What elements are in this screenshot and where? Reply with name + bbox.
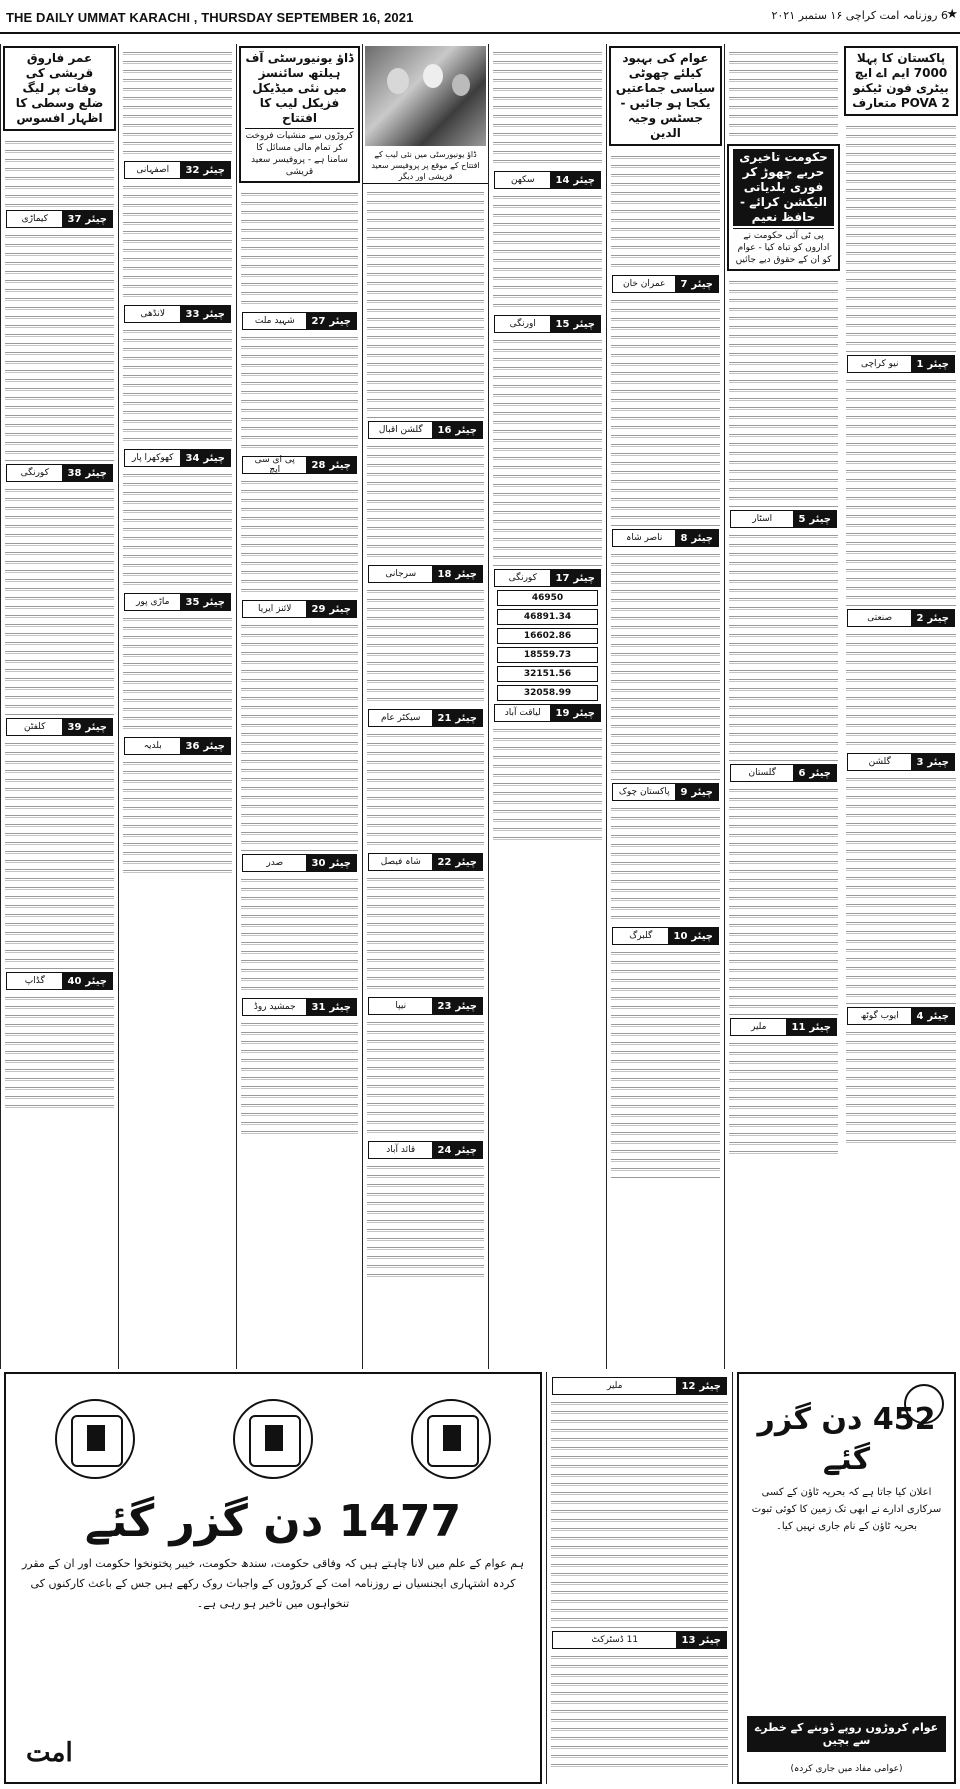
subheadline-col4: کروڑوں سے منشیات فروخت کر تمام مالی مسائل کا سامنا ہے - پروفیسر سعید قریشی <box>245 128 354 178</box>
column-g <box>118 44 236 1369</box>
ward-header <box>368 853 483 871</box>
article-text <box>611 804 720 924</box>
government-emblem-icon <box>233 1399 313 1479</box>
article-text <box>846 1028 956 1148</box>
headline-col5: عمر فاروق قریشی کی وفات پر لیگ ضلع وسطی کا اظہار افسوس <box>15 51 104 125</box>
ward-number: چیئر 12 <box>676 1378 726 1394</box>
headline-box-col1 <box>844 46 958 116</box>
headline-box-col3 <box>609 46 722 146</box>
ward-number: چیئر 27 <box>306 313 356 329</box>
article-text <box>5 993 114 1113</box>
ward-header <box>242 456 357 474</box>
ward-name: پی ای سی ایچ <box>254 455 295 475</box>
article-text <box>241 477 358 597</box>
article-text <box>241 875 358 995</box>
figure-value: 46891.34 <box>497 609 598 625</box>
ward-number: چیئر 30 <box>306 855 356 871</box>
figure-value: 16602.86 <box>497 628 598 644</box>
article-text <box>846 630 956 750</box>
column-c <box>606 44 724 1369</box>
article-text <box>551 1398 728 1628</box>
article-text <box>493 336 602 566</box>
ward-number: چیئر 39 <box>62 719 112 735</box>
article-text <box>367 730 484 850</box>
ward-name: گلبرگ <box>629 931 653 941</box>
column-left <box>0 44 118 1369</box>
ward-number: چیئر 10 <box>668 928 718 944</box>
article-text <box>5 137 114 207</box>
ward-number: چیئر 23 <box>432 998 482 1014</box>
ward-number: چیئر 15 <box>550 316 600 332</box>
ward-name: گلشن اقبال <box>378 425 423 435</box>
ward-number: چیئر 4 <box>911 1008 954 1024</box>
article-text <box>493 192 602 312</box>
headline-box-col2 <box>727 144 840 271</box>
ward-header <box>124 593 231 611</box>
ward-name: بلدیہ <box>143 741 162 751</box>
ward-number: چیئر 38 <box>62 465 112 481</box>
figure-value: 32058.99 <box>497 685 598 701</box>
column-b <box>724 44 842 1369</box>
ward-header <box>612 529 719 547</box>
article-text <box>123 182 232 302</box>
ward-header <box>730 510 837 528</box>
figure-value: 46950 <box>497 590 598 606</box>
ward-header <box>612 927 719 945</box>
article-text <box>729 785 838 1015</box>
ward-name: ایوب گوٹھ <box>860 1011 899 1021</box>
article-grid <box>0 44 960 1369</box>
ad-left-body: ہم عوام کے علم میں لانا چاہتے ہیں کہ وفاقی حکومت، سندھ حکومت، خیبر پختونخوا حکومت اور ان کے مقرر کردہ اشتہاری ایجنسیاں نے روزنامہ امت کے کروڑوں کے واجبات روک رکھے ہیں جس کے باعث کارکنوں کی تنخواہوں میں تاخیر ہو رہی ہے۔ <box>21 1557 525 1610</box>
ward-name: گلشن <box>868 757 891 767</box>
ward-header <box>124 449 231 467</box>
article-text <box>241 333 358 453</box>
ward-name: قائد آباد <box>386 1145 416 1155</box>
ward-header <box>847 609 955 627</box>
masthead-date-ur: روزنامہ امت کراچی ۱۶ ستمبر ۲۰۲۱ <box>771 9 938 22</box>
ward-name: گڈاپ <box>24 976 45 986</box>
ward-header <box>494 171 601 189</box>
article-text <box>123 326 232 446</box>
ward-name: اورنگی <box>509 319 536 329</box>
photo-caption: ڈاؤ یونیورسٹی میں نئی لیب کے افتتاح کے موقع پر پروفیسر سعید قریشی اور دیگر <box>363 148 488 184</box>
ward-number: چیئر 34 <box>180 450 230 466</box>
article-text <box>5 231 114 461</box>
ward-name: کورنگی <box>508 573 537 583</box>
subheadline-col2: پی ٹی آئی حکومت نے اداروں کو تباہ کیا - عوام کو ان کے حقوق دیے جائیں <box>733 228 834 266</box>
government-emblem-icon <box>904 1384 944 1424</box>
ward-header <box>124 737 231 755</box>
news-photo <box>365 46 486 146</box>
ward-header <box>6 972 113 990</box>
headline-box-col5 <box>3 46 116 131</box>
ward-number: چیئر 29 <box>306 601 356 617</box>
article-text <box>123 614 232 734</box>
emblem-row <box>6 1384 540 1494</box>
headline-col4: ڈاؤ یونیورسٹی آف ہیلتھ سائنسز میں نئی میڈیکل فزیکل لیب کا افتتاح <box>245 51 354 125</box>
headline-col1: پاکستان کا پہلا 7000 ایم اے ایچ بیٹری فون ٹیکنو POVA 2 متعارف <box>852 51 950 110</box>
ward-number: چیئر 5 <box>793 511 836 527</box>
ward-header <box>730 764 837 782</box>
article-text <box>367 188 484 418</box>
ward-number: چیئر 14 <box>550 172 600 188</box>
ward-name: کورنگی <box>20 468 49 478</box>
headline-col2: حکومت تاخیری حربے چھوڑ کر فوری بلدیاتی الیکشن کرائے - حافظ نعیم <box>733 149 834 226</box>
ward-header <box>730 1018 837 1036</box>
ward-name: ماڑی پور <box>136 597 170 607</box>
article-text <box>729 277 838 507</box>
column-bottom-middle <box>546 1372 733 1784</box>
advertisement-left <box>4 1372 542 1784</box>
ward-name: اسٹار <box>752 514 773 524</box>
ward-number: چیئر 35 <box>180 594 230 610</box>
ad-right-headline: 452 دن گزر گئے <box>757 1402 936 1477</box>
ward-header <box>368 997 483 1015</box>
ward-header <box>552 1631 727 1649</box>
ward-header <box>368 709 483 727</box>
ward-number: چیئر 33 <box>180 306 230 322</box>
headline-box-col4 <box>239 46 360 183</box>
figure-value: 32151.56 <box>497 666 598 682</box>
figure-value: 18559.73 <box>497 647 598 663</box>
ward-header <box>494 315 601 333</box>
article-text <box>367 874 484 994</box>
ward-number: چیئر 1 <box>911 356 954 372</box>
article-text <box>241 1019 358 1139</box>
ward-name: ملیر <box>751 1022 767 1032</box>
ward-number: چیئر 22 <box>432 854 482 870</box>
ward-name: لائنز ایریا <box>258 604 292 614</box>
photo-person <box>423 64 443 88</box>
ad-right-footer: (عوامی مفاد میں جاری کردہ) <box>790 1764 903 1774</box>
ward-number: چیئر 13 <box>676 1632 726 1648</box>
article-text <box>367 586 484 706</box>
ward-name: سرجانی <box>385 569 417 579</box>
ward-number: چیئر 16 <box>432 422 482 438</box>
article-text <box>729 531 838 761</box>
article-text <box>123 758 232 878</box>
ward-header <box>242 600 357 618</box>
article-text <box>5 485 114 715</box>
government-emblem-icon <box>411 1399 491 1479</box>
article-text <box>611 152 720 272</box>
ward-header <box>612 783 719 801</box>
ward-name: کیماڑی <box>21 214 48 224</box>
masthead <box>0 0 960 34</box>
ward-number: چیئر 40 <box>62 973 112 989</box>
ward-number: چیئر 28 <box>306 457 356 473</box>
article-text <box>241 621 358 851</box>
ward-name: پاکستان چوک <box>618 787 670 797</box>
article-text <box>241 189 358 309</box>
column-e <box>362 44 488 1369</box>
ward-number: چیئر 18 <box>432 566 482 582</box>
ward-name: اصفہانی <box>136 165 170 175</box>
ad-right-body: اعلان کیا جاتا ہے کہ بحریہ ٹاؤن کے کسی سرکاری ادارے نے ابھی تک زمین کا کوئی ثبوت بحریہ ٹاؤن کے نام جاری نہیں کیا۔ <box>751 1487 942 1532</box>
ward-name: شہید ملت <box>254 316 295 326</box>
ward-number: چیئر 2 <box>911 610 954 626</box>
ward-name: گلستان <box>748 768 776 778</box>
ward-header <box>242 312 357 330</box>
article-text <box>729 1039 838 1159</box>
ward-header <box>242 854 357 872</box>
photo-person <box>387 68 409 94</box>
star-icon: ★ <box>946 7 958 22</box>
ward-name: کلفٹن <box>24 722 46 732</box>
article-text <box>367 1162 484 1282</box>
ward-number: چیئر 8 <box>675 530 718 546</box>
article-text <box>123 470 232 590</box>
ward-header <box>124 161 231 179</box>
ward-name: ملیر <box>607 1381 623 1391</box>
ward-header <box>494 569 601 587</box>
ward-name: شاہ فیصل <box>380 857 421 867</box>
article-text <box>5 739 114 969</box>
ward-header <box>368 421 483 439</box>
article-text <box>367 1018 484 1138</box>
headline-col3: عوام کی بہبود کیلئے چھوٹی سیاسی جماعتیں یکجا ہو جائیں - جسٹس وجیہ الدین <box>615 51 716 140</box>
ummat-logo: امت <box>26 1738 73 1768</box>
photo-person <box>452 74 470 96</box>
ward-header <box>494 704 601 722</box>
ward-header <box>6 464 113 482</box>
ward-number: چیئر 21 <box>432 710 482 726</box>
ward-name: 11 ڈسٹرکٹ <box>591 1635 639 1645</box>
ward-number: چیئر 6 <box>793 765 836 781</box>
ward-number: چیئر 32 <box>180 162 230 178</box>
ward-name: نیپا <box>395 1001 407 1011</box>
ward-number: چیئر 9 <box>675 784 718 800</box>
ward-header <box>368 1141 483 1159</box>
column-d <box>488 44 606 1369</box>
article-text <box>846 122 956 352</box>
masthead-title-en: THE DAILY UMMAT KARACHI , THURSDAY SEPTEMBER 16, 2021 <box>6 10 414 25</box>
ward-header <box>242 998 357 1016</box>
ad-left-headline: 1477 دن گزر گئے <box>84 1496 462 1547</box>
ward-number: چیئر 17 <box>550 570 600 586</box>
article-text <box>611 550 720 780</box>
ward-number: چیئر 24 <box>432 1142 482 1158</box>
ward-number: چیئر 11 <box>786 1019 836 1035</box>
masthead-title-ur <box>771 9 948 22</box>
ward-number: چیئر 36 <box>180 738 230 754</box>
ward-number: چیئر 7 <box>675 276 718 292</box>
article-text <box>729 48 838 138</box>
ward-name: ناصر شاہ <box>626 533 663 543</box>
ward-header <box>368 565 483 583</box>
ward-number: چیئر 37 <box>62 211 112 227</box>
article-text <box>123 48 232 158</box>
ward-name: صدر <box>266 858 284 868</box>
ward-name: عمران خان <box>623 279 666 289</box>
ward-name: کھوکھرا پار <box>132 453 174 463</box>
article-text <box>611 948 720 1178</box>
article-text <box>846 774 956 1004</box>
ad-right-warning: عوام کروڑوں روپے ڈوبنے کے خطرے سے بچیں <box>747 1716 946 1752</box>
ward-header <box>847 355 955 373</box>
article-text <box>367 442 484 562</box>
ward-header <box>847 753 955 771</box>
ward-number: چیئر 3 <box>911 754 954 770</box>
ward-number: چیئر 31 <box>306 999 356 1015</box>
column-right <box>842 44 960 1369</box>
ward-name: لانڈھی <box>140 309 166 319</box>
ward-name: سیکٹر عام <box>381 713 421 723</box>
ward-name: نیو کراچی <box>860 359 899 369</box>
ward-header <box>124 305 231 323</box>
ward-name: جمشید روڈ <box>253 1002 296 1012</box>
article-text <box>493 48 602 168</box>
ward-header <box>6 718 113 736</box>
government-emblem-icon <box>55 1399 135 1479</box>
advertisement-right <box>737 1372 956 1784</box>
article-text <box>846 376 956 606</box>
ward-header <box>552 1377 727 1395</box>
ward-number: چیئر 19 <box>550 705 600 721</box>
article-text <box>551 1652 728 1772</box>
ward-header <box>6 210 113 228</box>
ward-header <box>847 1007 955 1025</box>
page-number: 6 <box>941 9 948 22</box>
ward-name: لیاقت آباد <box>504 708 541 718</box>
ward-header <box>612 275 719 293</box>
ward-name: صنعتی <box>867 613 893 623</box>
article-text <box>611 296 720 526</box>
article-text <box>493 725 602 845</box>
column-f <box>236 44 362 1369</box>
ward-name: سکھن <box>510 175 535 185</box>
